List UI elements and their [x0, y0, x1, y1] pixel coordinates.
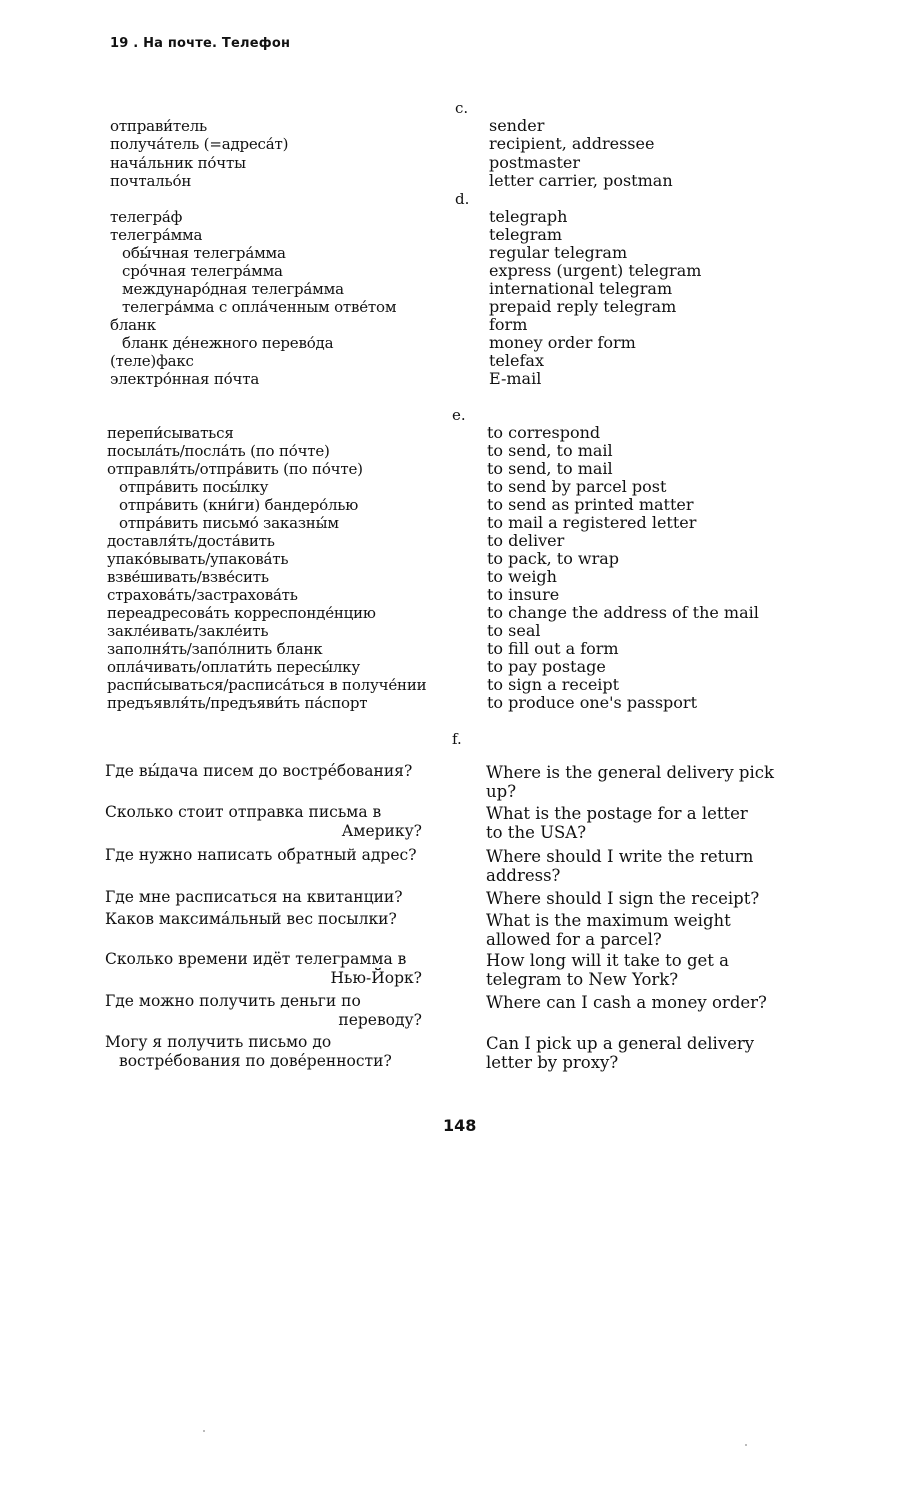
glossary-entry: [0, 496, 918, 514]
question-line: telegram to New York?: [486, 970, 679, 989]
glossary-entry: [0, 154, 918, 172]
russian-question: [105, 910, 450, 929]
russian-term: закле́ивать/закле́ить: [107, 622, 269, 640]
russian-term: (теле)факс: [110, 352, 194, 370]
english-translation: to deliver: [487, 531, 565, 550]
question-line: How long will it take to get a: [486, 951, 730, 970]
question-line: Where should I write the return: [486, 847, 754, 866]
section-letter: e.: [452, 406, 466, 424]
english-question: [486, 951, 806, 989]
question-line: Where should I sign the receipt?: [486, 889, 760, 908]
glossary-entry: [0, 676, 918, 694]
scan-speck: [203, 1430, 205, 1432]
russian-term: страхова́ть/застрахова́ть: [107, 586, 298, 604]
section-letter: c.: [455, 99, 469, 117]
english-translation: to change the address of the mail: [487, 603, 759, 622]
russian-question: [105, 888, 450, 907]
english-translation: to mail a registered letter: [487, 513, 697, 532]
russian-term: доставля́ть/доста́вить: [107, 532, 275, 550]
glossary-entry: [0, 135, 918, 153]
english-translation: telefax: [489, 351, 544, 370]
glossary-entry: [0, 478, 918, 496]
english-translation: telegram: [489, 225, 563, 244]
english-translation: letter carrier, postman: [489, 170, 673, 190]
question-line: Can I pick up a general delivery: [486, 1034, 755, 1053]
glossary-entry: [0, 658, 918, 676]
glossary-entry: [0, 117, 918, 135]
glossary-entry: [0, 334, 918, 352]
russian-term: нача́льник по́чты: [110, 153, 246, 172]
glossary-entry: [0, 640, 918, 658]
glossary-entry: [0, 514, 918, 532]
russian-term: получа́тель (=адреса́т): [110, 135, 289, 154]
english-question: [486, 763, 806, 801]
russian-question: [105, 762, 450, 781]
glossary-entry: [0, 460, 918, 478]
english-translation: to send by parcel post: [487, 477, 667, 496]
english-translation: prepaid reply telegram: [489, 297, 677, 316]
english-translation: to send as printed matter: [487, 495, 694, 514]
english-translation: E-mail: [489, 369, 542, 388]
russian-term: распи́сываться/расписа́ться в получе́нии: [107, 676, 427, 694]
glossary-entry: [0, 262, 918, 280]
russian-term: взве́шивать/взве́сить: [107, 568, 269, 586]
question-line: Где можно получить деньги по: [105, 992, 361, 1010]
russian-term: обы́чная телегра́мма: [122, 244, 286, 262]
english-translation: to send, to mail: [487, 441, 613, 460]
english-translation: to weigh: [487, 567, 557, 586]
glossary-entry: [0, 550, 918, 568]
glossary-entry: [0, 172, 918, 190]
english-translation: to send, to mail: [487, 459, 613, 478]
question-line: Where can I cash a money order?: [486, 993, 767, 1012]
english-translation: international telegram: [489, 279, 673, 298]
glossary-entry: [0, 370, 918, 388]
english-question: [486, 889, 806, 908]
english-question: [486, 911, 806, 949]
english-translation: to fill out a form: [487, 639, 619, 658]
glossary-entry: [0, 694, 918, 712]
english-translation: recipient, addressee: [489, 134, 655, 154]
russian-term: электро́нная по́чта: [110, 370, 260, 388]
russian-term: почтальо́н: [110, 171, 192, 190]
glossary-entry: [0, 442, 918, 460]
question-line: Могу я получить письмо до: [105, 1033, 332, 1051]
glossary-entry: [0, 208, 918, 226]
glossary-entry: [0, 532, 918, 550]
question-line: allowed for a parcel?: [486, 930, 662, 949]
russian-term: отправи́тель: [110, 117, 207, 135]
english-question: [486, 847, 806, 885]
english-translation: to produce one's passport: [487, 693, 697, 712]
russian-term: переадресова́ть корреспонде́нцию: [107, 604, 376, 622]
english-translation: form: [489, 315, 528, 334]
glossary-entry: [0, 298, 918, 316]
russian-question: [105, 846, 450, 865]
russian-term: отправля́ть/отпра́вить (по по́чте): [107, 460, 363, 478]
english-translation: to insure: [487, 585, 560, 604]
question-line: Где мне расписаться на квитанции?: [105, 888, 403, 906]
russian-term: телегра́мма: [110, 226, 203, 244]
russian-question: [105, 803, 450, 841]
russian-term: отпра́вить (кни́ги) бандеро́лью: [119, 496, 359, 514]
english-question: [486, 993, 806, 1012]
page-number: 148: [443, 1116, 477, 1135]
question-line: Каков максима́льный вес посылки?: [105, 910, 397, 928]
russian-term: бланк де́нежного перево́да: [122, 334, 334, 352]
english-translation: express (urgent) telegram: [489, 261, 702, 280]
english-question: [486, 804, 806, 842]
russian-term: телегра́мма с опла́ченным отве́том: [122, 298, 397, 316]
glossary-entry: [0, 280, 918, 298]
russian-term: бланк: [110, 316, 156, 334]
question-line: Где вы́дача писем до востре́бования?: [105, 762, 413, 780]
glossary-entry: [0, 316, 918, 334]
russian-term: опла́чивать/оплати́ть пересы́лку: [107, 658, 360, 676]
scan-speck: [745, 1444, 747, 1446]
glossary-entry: [0, 622, 918, 640]
russian-term: перепи́сываться: [107, 424, 234, 442]
question-line: address?: [486, 866, 561, 885]
russian-term: предъявля́ть/предъяви́ть па́спорт: [107, 694, 368, 712]
russian-term: телегра́ф: [110, 208, 183, 226]
russian-term: заполня́ть/запо́лнить бланк: [107, 640, 323, 658]
question-line: Where is the general delivery pick: [486, 763, 774, 782]
russian-question: [105, 950, 450, 988]
section-letter: f.: [452, 730, 462, 748]
question-line: Америку?: [341, 822, 422, 840]
english-translation: postmaster: [489, 152, 580, 172]
question-line: What is the postage for a letter: [486, 804, 748, 823]
glossary-entry: [0, 244, 918, 262]
russian-term: упако́вывать/упакова́ть: [107, 550, 289, 568]
question-line: Где нужно написать обратный адрес?: [105, 846, 417, 864]
glossary-entry: [0, 424, 918, 442]
russian-term: отпра́вить письмо́ заказны́м: [119, 514, 339, 532]
question-line: переводу?: [338, 1011, 422, 1029]
russian-term: посыла́ть/посла́ть (по по́чте): [107, 442, 330, 460]
glossary-entry: [0, 586, 918, 604]
english-translation: telegraph: [489, 207, 568, 226]
running-header: 19 . На почте. Телефон: [110, 36, 291, 51]
english-translation: sender: [489, 116, 545, 135]
russian-term: отпра́вить посы́лку: [119, 478, 269, 496]
section-letter: d.: [455, 190, 470, 208]
english-translation: to pay postage: [487, 657, 606, 676]
russian-term: сро́чная телегра́мма: [122, 262, 283, 280]
question-line: Сколько стоит отправка письма в: [105, 803, 382, 821]
russian-question: [105, 992, 450, 1030]
question-line: What is the maximum weight: [486, 911, 731, 930]
english-translation: to correspond: [487, 423, 601, 442]
glossary-entry: [0, 604, 918, 622]
question-line: letter by proxy?: [486, 1053, 619, 1072]
russian-term: междунаро́дная телегра́мма: [122, 280, 344, 298]
english-question: [486, 1034, 806, 1072]
english-translation: to sign a receipt: [487, 675, 620, 694]
question-line: Сколько времени идёт телеграмма в: [105, 950, 407, 968]
english-translation: money order form: [489, 333, 636, 352]
english-translation: to pack, to wrap: [487, 549, 620, 568]
question-line: востре́бования по дове́ренности?: [119, 1052, 392, 1070]
russian-question: [105, 1033, 450, 1071]
question-line: to the USA?: [486, 823, 587, 842]
question-line: up?: [486, 782, 517, 801]
glossary-entry: [0, 568, 918, 586]
english-translation: regular telegram: [489, 243, 628, 262]
glossary-entry: [0, 226, 918, 244]
english-translation: to seal: [487, 621, 541, 640]
glossary-entry: [0, 352, 918, 370]
question-line: Нью-Йорк?: [330, 969, 422, 987]
